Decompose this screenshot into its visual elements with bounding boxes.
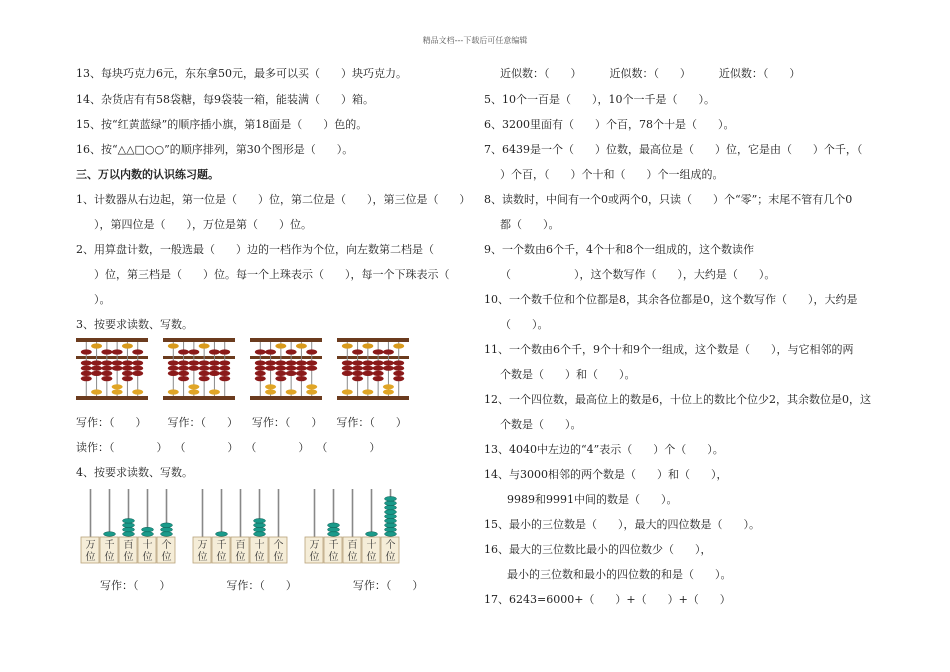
abacus-lower-bead [286, 366, 297, 371]
abacus-lower-bead [81, 371, 92, 376]
counter-bead [142, 532, 154, 537]
abacus-lower-bead [296, 366, 307, 371]
abacus-upper-bead [265, 349, 276, 354]
abacus-upper-bead [286, 349, 297, 354]
abacus-lower-bead [91, 371, 102, 376]
abacus-frame-bottom [250, 396, 322, 400]
abacus-lower-bead [112, 360, 123, 365]
counter-label-char: 百 [235, 540, 246, 551]
section3-q2-line1: 2、用算盘计数，一般选最（ ）边的一档作为个位，向左数第二档是（ [76, 243, 434, 256]
abacus-upper-bead [373, 349, 384, 354]
abacus-lower-bead [352, 371, 363, 376]
abacus-2-image [163, 338, 235, 400]
abacus-lower-bead [219, 376, 230, 381]
abacus-lower-bead [383, 366, 394, 371]
abacus-frame-bottom [337, 396, 409, 400]
abacus-beam [337, 356, 409, 359]
abacus-lower-bead [342, 389, 353, 394]
abacus-frame-bottom [76, 396, 148, 400]
abacus-lower-bead [296, 376, 307, 381]
abacus-lower-bead [306, 384, 317, 389]
abacus-lower-bead [286, 371, 297, 376]
counter-label-char: 位 [216, 552, 227, 563]
section3-q1-line2: ），第四位是（ ），万位是第（ ）位。 [94, 218, 312, 231]
abacus-lower-bead [352, 366, 363, 371]
abacus-lower-bead [342, 371, 353, 376]
right-q7-line1: 7、6439是一个（ ）位数，最高位是（ ）位，它是由（ ）个千，（ [484, 143, 863, 156]
counter-label-char: 百 [123, 540, 134, 551]
counter-bead [328, 527, 340, 532]
counter-label-char: 千 [328, 540, 339, 551]
abacus-lower-bead [373, 371, 384, 376]
abacus-lower-bead [178, 371, 189, 376]
abacus-lower-bead [383, 360, 394, 365]
right-q10-line2: （ ）。 [500, 318, 549, 331]
counter-label-char: 个 [273, 540, 284, 551]
abacus-lower-bead [219, 366, 230, 371]
abacus-lower-bead [132, 360, 143, 365]
abacus-upper-bead [132, 349, 143, 354]
abacus-upper-bead [362, 343, 373, 348]
page-header: 精品文档---下载后可任意编辑 [422, 36, 528, 45]
section3-q4-write-row: 写作：（ ） 写作：（ ） 写作：（ ） [100, 579, 424, 592]
abacus-lower-bead [199, 360, 210, 365]
right-q9-line2: （ ），这个数写作（ ），大约是（ ）。 [500, 268, 776, 281]
abacus-lower-bead [91, 360, 102, 365]
section3-q3-write-row: 写作：（ ） 写作：（ ） 写作：（ ） 写作：（ ） [76, 416, 407, 429]
counter-label-char: 千 [104, 540, 115, 551]
abacus-lower-bead [132, 366, 143, 371]
counter-label-char: 位 [309, 552, 320, 563]
counter-label-char: 位 [197, 552, 208, 563]
section3-q1-line1: 1、计数器从右边起，第一位是（ ）位，第二位是（ ），第三位是（ ） [76, 193, 471, 206]
abacus-lower-bead [275, 366, 286, 371]
abacus-lower-bead [265, 384, 276, 389]
counter-label-char: 位 [385, 552, 396, 563]
abacus-lower-bead [168, 360, 179, 365]
abacus-1-image [76, 338, 148, 400]
abacus-lower-bead [219, 371, 230, 376]
counter-label-char: 位 [161, 552, 172, 563]
counter-bead [123, 527, 135, 532]
counter-bead [385, 501, 397, 506]
abacus-upper-bead [342, 343, 353, 348]
counter-bead [123, 519, 135, 524]
counter-bead [328, 532, 340, 537]
right-q14-line2: 9989和9991中间的数是（ ）。 [507, 493, 678, 506]
question-15: 15、按“红黄蓝绿”的顺序插小旗，第18面是（ ）色的。 [76, 118, 368, 131]
abacus-lower-bead [219, 360, 230, 365]
counter-bead [123, 523, 135, 528]
counter-label-char: 百 [347, 540, 358, 551]
counter-label-char: 万 [197, 540, 208, 551]
right-q7-line2: ）个百，（ ）个十和（ ）个一组成的。 [500, 168, 724, 181]
counter-bead [366, 532, 378, 537]
counter-label-char: 位 [235, 552, 246, 563]
abacus-lower-bead [306, 360, 317, 365]
abacus-upper-bead [199, 343, 210, 348]
counter-bead [123, 532, 135, 537]
abacus-lower-bead [188, 360, 199, 365]
abacus-lower-bead [383, 389, 394, 394]
right-q12-line1: 12、一个四位数，最高位上的数是6，十位上的数比个位少2，其余数位是0，这 [484, 393, 871, 406]
counter-bead [216, 532, 228, 537]
counter-bead [104, 532, 116, 537]
counter-bead [385, 519, 397, 524]
counter-label-char: 位 [104, 552, 115, 563]
abacus-beam [250, 356, 322, 359]
abacus-lower-bead [168, 389, 179, 394]
abacus-beam [163, 356, 235, 359]
abacus-lower-bead [296, 360, 307, 365]
counter-label-char: 位 [366, 552, 377, 563]
abacus-lower-bead [352, 376, 363, 381]
section3-q4: 4、按要求读数、写数。 [76, 466, 193, 479]
abacus-lower-bead [362, 360, 373, 365]
abacus-upper-bead [306, 349, 317, 354]
abacus-lower-bead [362, 371, 373, 376]
abacus-lower-bead [81, 360, 92, 365]
counter-label-char: 十 [142, 540, 153, 551]
abacus-upper-bead [168, 343, 179, 348]
abacus-lower-bead [112, 366, 123, 371]
abacus-lower-bead [122, 366, 133, 371]
abacus-lower-bead [255, 376, 266, 381]
counter-label-char: 位 [328, 552, 339, 563]
counter-bead [385, 497, 397, 502]
abacus-frame-top [250, 338, 322, 342]
question-14: 14、杂货店有有58袋糖，每9袋装一箱，能装满（ ）箱。 [76, 93, 374, 106]
right-q10-line1: 10、一个数千位和个位都是8，其余各位都是0，这个数写作（ ），大约是 [484, 293, 858, 306]
abacus-upper-bead [91, 343, 102, 348]
abacus-lower-bead [91, 389, 102, 394]
abacus-frame-top [163, 338, 235, 342]
abacus-upper-bead [393, 343, 404, 348]
abacus-upper-bead [209, 349, 220, 354]
approx-row: 近似数：（ ） 近似数：（ ） 近似数：（ ） [500, 67, 801, 80]
right-q14-line1: 14、与3000相邻的两个数是（ ）和（ ）， [484, 468, 728, 481]
abacus-upper-bead [122, 343, 133, 348]
abacus-lower-bead [275, 360, 286, 365]
right-q11-line2: 个数是（ ）和（ ）。 [500, 368, 636, 381]
abacus-upper-bead [101, 349, 112, 354]
abacus-lower-bead [188, 389, 199, 394]
right-q5: 5、10个一百是（ ），10个一千是（ ）。 [484, 93, 715, 106]
counter-bead [161, 532, 173, 537]
abacus-lower-bead [209, 371, 220, 376]
abacus-upper-bead [275, 343, 286, 348]
abacus-lower-bead [168, 371, 179, 376]
abacus-lower-bead [178, 360, 189, 365]
abacus-lower-bead [101, 366, 112, 371]
abacus-lower-bead [81, 376, 92, 381]
abacus-lower-bead [132, 389, 143, 394]
counter-bead [161, 523, 173, 528]
counter-label-char: 位 [85, 552, 96, 563]
abacus-lower-bead [101, 371, 112, 376]
counter-bead [254, 527, 266, 532]
section3-q2-line2: ）位，第三档是（ ）位。每一个上珠表示（ ），每一个下珠表示（ [94, 268, 450, 281]
abacus-lower-bead [188, 384, 199, 389]
abacus-lower-bead [199, 371, 210, 376]
abacus-lower-bead [342, 366, 353, 371]
abacus-lower-bead [199, 376, 210, 381]
abacus-lower-bead [393, 360, 404, 365]
abacus-lower-bead [265, 389, 276, 394]
counter-2-image [192, 485, 292, 565]
abacus-lower-bead [122, 376, 133, 381]
abacus-lower-bead [255, 371, 266, 376]
abacus-lower-bead [132, 371, 143, 376]
abacus-upper-bead [112, 349, 123, 354]
abacus-lower-bead [275, 371, 286, 376]
abacus-lower-bead [122, 371, 133, 376]
abacus-upper-bead [219, 349, 230, 354]
right-q11-line1: 11、一个数由6个千，9个十和9个一组成，这个数是（ ），与它相邻的两 [484, 343, 854, 356]
abacus-lower-bead [178, 366, 189, 371]
counter-bead [161, 527, 173, 532]
abacus-upper-bead [188, 349, 199, 354]
counter-label-char: 千 [216, 540, 227, 551]
counter-1-image [80, 485, 180, 565]
right-q9-line1: 9、一个数由6个千，4个十和8个一组成的，这个数读作 [484, 243, 754, 256]
counter-3-image [304, 485, 404, 565]
abacus-lower-bead [188, 366, 199, 371]
counter-bead [385, 505, 397, 510]
right-q16-line1: 16、最大的三位数比最小的四位数少（ ）， [484, 543, 712, 556]
abacus-frame-top [337, 338, 409, 342]
section3-q3: 3、按要求读数、写数。 [76, 318, 193, 331]
section3-q3-read-row: 读作：（ ） （ ） （ ） （ ） [76, 441, 381, 454]
abacus-lower-bead [393, 376, 404, 381]
abacus-lower-bead [112, 389, 123, 394]
abacus-lower-bead [199, 366, 210, 371]
abacus-lower-bead [362, 389, 373, 394]
counter-bead [328, 523, 340, 528]
abacus-lower-bead [275, 376, 286, 381]
abacus-upper-bead [352, 349, 363, 354]
abacus-lower-bead [209, 366, 220, 371]
abacus-lower-bead [306, 389, 317, 394]
counter-label-char: 位 [347, 552, 358, 563]
right-q8-line2: 都（ ）。 [500, 218, 560, 231]
abacus-beam [76, 356, 148, 359]
right-q17: 17、6243=6000+（ ）+（ ）+（ ） [484, 593, 731, 606]
abacus-upper-bead [178, 349, 189, 354]
right-q16-line2: 最小的三位数和最小的四位数的和是（ ）。 [507, 568, 732, 581]
counter-label-char: 个 [161, 540, 172, 551]
abacus-4-image [337, 338, 409, 400]
counter-label-char: 位 [254, 552, 265, 563]
abacus-lower-bead [393, 371, 404, 376]
abacus-lower-bead [373, 360, 384, 365]
abacus-lower-bead [209, 360, 220, 365]
section3-q2-line3: ）。 [94, 293, 111, 306]
counter-label-char: 万 [309, 540, 320, 551]
section-3-title: 三、万以内数的认识练习题。 [76, 168, 219, 181]
right-q15: 15、最小的三位数是（ ），最大的四位数是（ ）。 [484, 518, 760, 531]
abacus-upper-bead [81, 349, 92, 354]
question-13: 13、每块巧克力6元，东东拿50元，最多可以买（ ）块巧克力。 [76, 67, 407, 80]
abacus-lower-bead [112, 384, 123, 389]
counter-label-char: 位 [142, 552, 153, 563]
abacus-lower-bead [393, 366, 404, 371]
abacus-upper-bead [383, 349, 394, 354]
right-q12-line2: 个数是（ ）。 [500, 418, 582, 431]
abacus-3-image [250, 338, 322, 400]
counter-bead [254, 532, 266, 537]
abacus-upper-bead [296, 343, 307, 348]
abacus-lower-bead [91, 366, 102, 371]
abacus-lower-bead [168, 366, 179, 371]
counter-bead [385, 514, 397, 519]
abacus-lower-bead [101, 360, 112, 365]
abacus-frame-bottom [163, 396, 235, 400]
right-q6: 6、3200里面有（ ）个百，78个十是（ ）。 [484, 118, 735, 131]
abacus-lower-bead [81, 366, 92, 371]
counter-bead [254, 523, 266, 528]
abacus-upper-bead [255, 349, 266, 354]
question-16: 16、按“△△□○○”的顺序排列，第30个图形是（ ）。 [76, 143, 354, 156]
abacus-lower-bead [306, 366, 317, 371]
abacus-lower-bead [383, 384, 394, 389]
abacus-lower-bead [209, 389, 220, 394]
counter-bead [385, 527, 397, 532]
abacus-frame-top [76, 338, 148, 342]
abacus-lower-bead [265, 366, 276, 371]
abacus-lower-bead [286, 360, 297, 365]
abacus-lower-bead [178, 376, 189, 381]
abacus-lower-bead [255, 366, 266, 371]
counter-bead [385, 532, 397, 537]
abacus-lower-bead [373, 376, 384, 381]
abacus-lower-bead [265, 360, 276, 365]
counter-label-char: 位 [273, 552, 284, 563]
counter-label-char: 万 [85, 540, 96, 551]
counter-label-char: 十 [366, 540, 377, 551]
abacus-lower-bead [362, 366, 373, 371]
abacus-lower-bead [255, 360, 266, 365]
counter-label-char: 个 [385, 540, 396, 551]
abacus-lower-bead [101, 376, 112, 381]
counter-bead [385, 523, 397, 528]
abacus-lower-bead [286, 389, 297, 394]
counter-label-char: 位 [123, 552, 134, 563]
abacus-lower-bead [122, 360, 133, 365]
abacus-lower-bead [342, 360, 353, 365]
abacus-lower-bead [373, 366, 384, 371]
right-q8-line1: 8、读数时，中间有一个0或两个0，只读（ ）个“零”；末尾不管有几个0 [484, 193, 853, 206]
abacus-lower-bead [296, 371, 307, 376]
abacus-lower-bead [352, 360, 363, 365]
counter-bead [254, 519, 266, 524]
counter-bead [385, 510, 397, 515]
counter-bead [142, 527, 154, 532]
counter-label-char: 十 [254, 540, 265, 551]
right-q13: 13、4040中左边的“4”表示（ ）个（ ）。 [484, 443, 724, 456]
